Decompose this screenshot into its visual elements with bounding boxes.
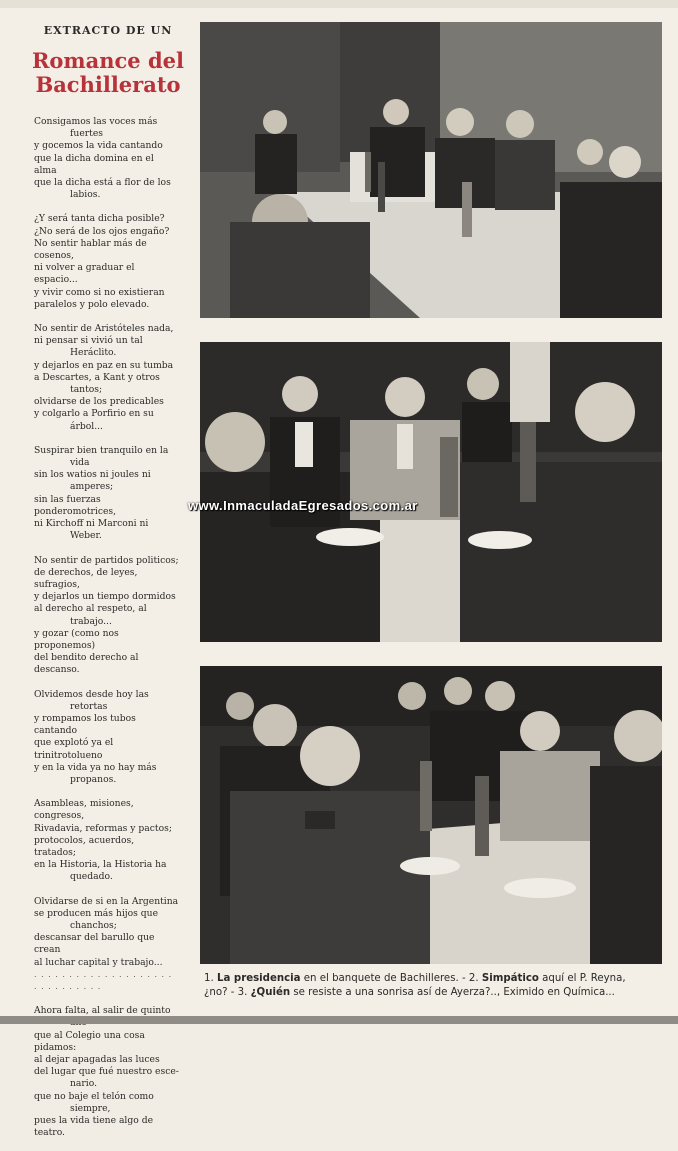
poem-line: quedado. (70, 871, 113, 883)
poem-line: nario. (70, 1078, 98, 1090)
poem-line: sin las fuerzas ponderomotrices, (34, 493, 117, 517)
poem-line: paralelos y polo elevado. (34, 298, 150, 310)
page-bottom-edge (0, 1016, 678, 1024)
poem-line: al luchar capital y trabajo... (34, 956, 163, 968)
poem-line: al derecho al respeto, al (34, 603, 147, 615)
poem-line: Suspirar bien tranquilo en la (34, 444, 169, 456)
stanza-1 (34, 116, 179, 201)
stanza-4 (34, 445, 179, 543)
title-line-1: Romance del (31, 48, 185, 73)
caption-text-2: aquí el P. Reyna, (538, 973, 626, 984)
photo-2-image (200, 342, 662, 642)
photo-3-image (200, 666, 662, 964)
poem-line: siempre, (70, 1102, 111, 1114)
stanza-9 (34, 1005, 179, 1139)
title-line-2: Bachillerato (35, 72, 181, 97)
poem-line: fuertes (70, 128, 103, 140)
poem-line: Olvidarse de si en la Argentina (34, 895, 179, 907)
poem-line: que explotó ya el trinitrotolueno (34, 737, 114, 761)
poem-line: y gozar (como nos proponemos) (34, 627, 119, 651)
poem-line: Olvidemos desde hoy las (34, 688, 149, 700)
poem-line: labios. (70, 189, 101, 201)
poem-line: pues la vida tiene algo de teatro. (34, 1115, 154, 1139)
poem-line: y colgarlo a Porfirio en su (34, 408, 154, 420)
poem-line: Ahora falta, al salir de quinto (34, 1005, 171, 1017)
poem-line: vida (70, 457, 90, 469)
caption-text-1: en el banquete de Bachilleres. - 2. (300, 973, 479, 984)
poem-line: y vivir como si no existieran (34, 286, 165, 298)
poem-line: que la dicha está a flor de los (34, 177, 171, 189)
poem-line: y dejarlos un tiempo dormidos (34, 591, 176, 603)
poem-line: Asambleas, misiones, congresos, (34, 798, 134, 822)
caption-num-1: 1. (204, 973, 214, 984)
page-top-edge (0, 0, 678, 8)
poem-line: al dejar apagadas las luces (34, 1054, 160, 1066)
poem-line: descansar del barullo que crean (34, 932, 155, 956)
photo-p-reyna (200, 342, 662, 642)
poem-line: ni pensar si vivió un tal (34, 335, 143, 347)
poem-line: y rompamos los tubos cantando (34, 712, 136, 737)
stanza-5 (34, 555, 179, 677)
poem-line: a Descartes, a Kant y otros (34, 371, 160, 383)
poem-line: que la dicha domina en el alma (34, 152, 154, 176)
kicker: EXTRACTO DE UN (43, 24, 173, 37)
poem-line: del lugar que fué nuestro esce- (34, 1066, 179, 1078)
stanza-7 (34, 798, 179, 883)
poem-line: y gocemos la vida cantando (34, 140, 163, 152)
poem-line: árbol... (70, 420, 103, 432)
poem-line: y dejarlos en paz en su tumba (34, 359, 174, 371)
poem-line: de derechos, de leyes, sufragios, (34, 566, 138, 590)
poem-line: olvidarse de los predicables (34, 396, 164, 408)
article-title (28, 49, 188, 97)
poem-line: chanchos; (70, 919, 117, 931)
poem-line: No sentir hablar más de cosenos, (34, 237, 147, 262)
poem-line: que no baje el telón como (34, 1090, 154, 1102)
poem-line: se producen más hijos que (34, 907, 159, 919)
poem-line: retortas (70, 700, 108, 712)
poem-line: ni Kirchoff ni Marconi ni (34, 518, 149, 530)
stanza-6 (34, 689, 179, 787)
poem-line: sin los watios ni joules ni (34, 469, 151, 481)
photo-ayerza-smile (200, 666, 662, 964)
ellipsis-separator: . . . . . . . . . . . . . . . . . . . . . . . . . . . . . . (34, 969, 173, 991)
poem-line: No sentir de Aristóteles nada, (34, 323, 174, 335)
article-header (28, 20, 188, 97)
stanza-2 (34, 213, 179, 311)
photo-1-image (200, 22, 662, 318)
poem-line: amperes; (70, 481, 114, 493)
caption-text-3: ¿no? - 3. (204, 987, 248, 998)
caption-bold-1: La presidencia (216, 973, 301, 984)
poem-line: protocolos, acuerdos, tratados; (34, 834, 135, 858)
caption-bold-3: ¿Quién (250, 987, 291, 998)
stanza-8 (34, 896, 179, 994)
poem-line: propanos. (70, 773, 117, 785)
poem-line: ¿Y será tanta dicha posible? (34, 213, 165, 225)
poem-line: No sentir de partidos politicos; (34, 554, 179, 566)
photo-caption (204, 972, 666, 1000)
poem-line: Heráclito. (70, 347, 117, 359)
poem-line: y en la vida ya no hay más (34, 761, 157, 773)
poem-line: del bendito derecho al descanso. (34, 652, 139, 676)
poem-line: trabajo... (70, 615, 112, 627)
poem-line: tantos; (70, 384, 103, 396)
poem-line: Rivadavia, reformas y pactos; (34, 822, 172, 834)
caption-bold-2: Simpático (481, 973, 539, 984)
poem-line: Consigamos las voces más (34, 116, 158, 127)
caption-text-4: se resiste a una sonrisa así de Ayerza?.., Eximido en Química... (290, 987, 615, 998)
poem-line: en la Historia, la Historia ha (34, 859, 167, 871)
poem-line: ¿No será de los ojos engaño? (34, 225, 170, 237)
stanza-3 (34, 323, 179, 433)
poem-line: ni volver a graduar el espacio... (34, 262, 135, 286)
poem-line: Weber. (70, 530, 102, 542)
website-watermark: www.InmaculadaEgresados.com.ar (188, 498, 418, 513)
poem-line: que al Colegio una cosa pidamos: (34, 1029, 145, 1053)
photo-banquet-presidency (200, 22, 662, 318)
poem (34, 116, 179, 1151)
